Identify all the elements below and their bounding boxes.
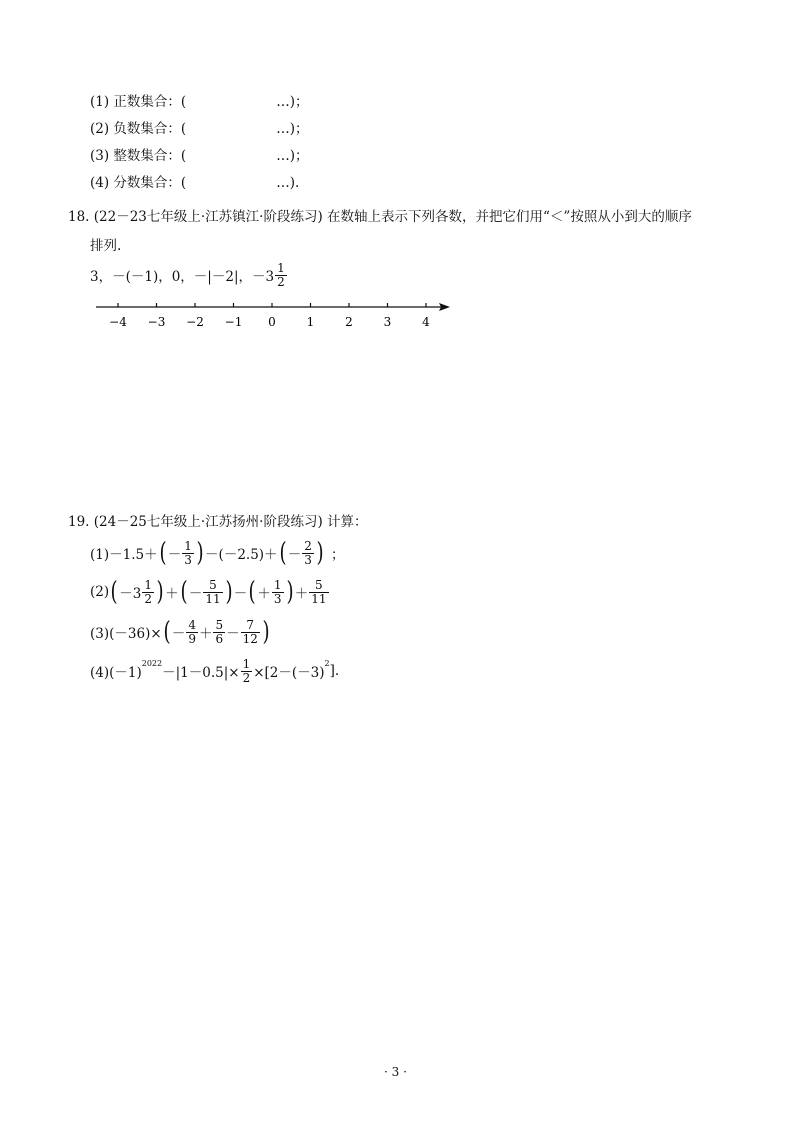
- fraction: $\frac{1}{2}$: [277, 261, 285, 289]
- q19-part3: (3)(－36)× ( － $\frac{4}{9}$ ＋ $\frac{5}{6}$ － $\frac{7}{12}$ ): [90, 617, 270, 647]
- fraction: $\frac{2}{3}$: [304, 538, 312, 567]
- q18-numbers-prefix: 3，－(－1)，0，－|－2|，－3: [90, 269, 275, 286]
- set-label: (4) 分数集合：(: [90, 175, 187, 191]
- fraction: $\frac{1}{3}$: [273, 577, 282, 606]
- set-integer: [90, 144, 308, 164]
- fraction: $\frac{5}{11}$: [205, 577, 221, 606]
- q19-part1: (1)－1.5＋ ( － $\frac{1}{3}$ ) －(－2.5)＋ ( － $\frac{2}{3}$ ) ；: [90, 538, 345, 568]
- set-end: …)；: [276, 94, 309, 110]
- set-label: (1) 正数集合：(: [90, 94, 187, 110]
- set-positive: [90, 90, 308, 110]
- q18-text-line2: 排列.: [90, 238, 122, 254]
- page-number: · 3 ·: [384, 1065, 407, 1079]
- q19-title: 19. (24－25七年级上·江苏扬州·阶段练习) 计算：: [68, 514, 368, 530]
- tick-label: 0: [268, 315, 276, 329]
- number-line: [90, 296, 460, 336]
- set-negative: [90, 117, 308, 137]
- fraction: $\frac{1}{2}$: [144, 577, 153, 606]
- tick-label: 2: [345, 315, 353, 329]
- set-label: (3) 整数集合：(: [90, 148, 187, 164]
- fraction: $\frac{5}{6}$: [215, 617, 224, 646]
- q19-part2: (2) ( －3 $\frac{1}{2}$ ) ＋ ( － $\frac{5}{11}$ ) － ( ＋ $\frac{1}{3}$ ) ＋ $\frac{5}{11}$: [90, 577, 327, 607]
- fraction: $\frac{5}{11}$: [311, 577, 327, 606]
- fraction: $\frac{4}{9}$: [188, 617, 196, 646]
- tick-label: −3: [147, 315, 166, 329]
- tick-label: −4: [109, 315, 127, 329]
- tick-label: −2: [186, 315, 204, 329]
- set-label: (2) 负数集合：(: [90, 121, 187, 137]
- set-end: …)；: [276, 121, 309, 137]
- q19-part4: (4)(－1) $^{2022}$ －|1－0.5|× $\frac{1}{2}$ ×[2－(－3) $^2$ ].: [90, 656, 340, 685]
- q18-text-line1: 18. (22－23七年级上·江苏镇江·阶段练习) 在数轴上表示下列各数，并把它们用“＜”按照从小到大的顺序: [68, 209, 692, 225]
- set-fraction: [90, 171, 299, 191]
- tick-label: 4: [422, 315, 430, 329]
- tick-label: 1: [306, 315, 315, 329]
- tick-label: −1: [224, 315, 243, 329]
- tick-label: 3: [383, 315, 392, 329]
- set-end: …)；: [276, 148, 309, 164]
- fraction: $\frac{1}{2}$: [242, 656, 251, 685]
- set-end: …).: [276, 175, 300, 191]
- fraction: $\frac{1}{3}$: [184, 538, 192, 567]
- q18-numbers: [90, 262, 288, 288]
- fraction: $\frac{7}{12}$: [242, 617, 258, 646]
